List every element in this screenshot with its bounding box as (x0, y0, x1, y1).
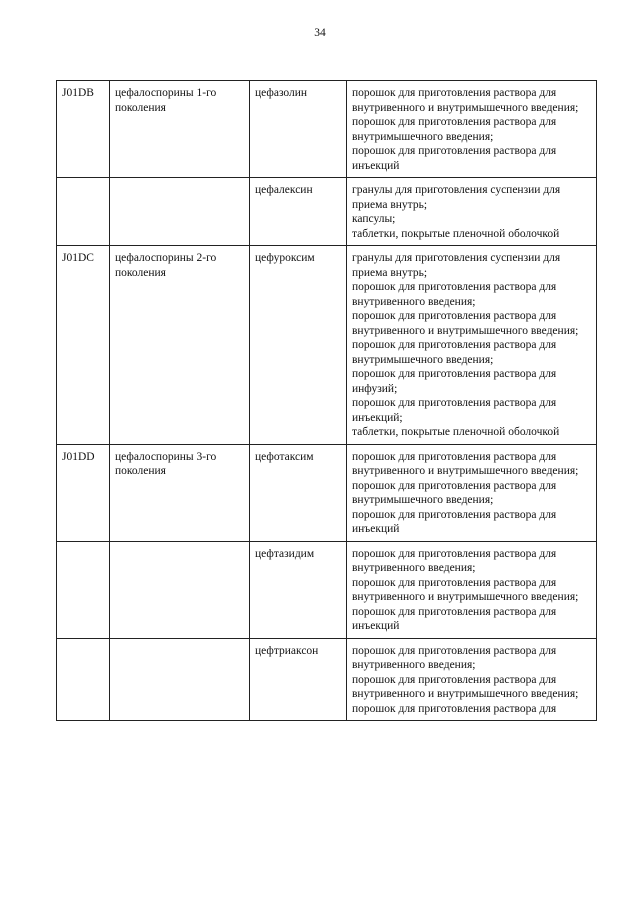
dosage-form-item: порошок для приготовления раствора для внутривенного введения; (352, 281, 557, 308)
table-body (57, 81, 597, 721)
table-row (57, 444, 597, 541)
atc-code-cell: J01DB (57, 81, 110, 178)
table-row (57, 81, 597, 178)
dosage-form-item: порошок для приготовления раствора для внутривенного и внутримышечного введения; (352, 310, 579, 337)
dosage-forms-cell (347, 444, 597, 541)
group-name-cell (110, 178, 250, 246)
page-number: 34 (314, 27, 326, 39)
drug-name-cell: цефтазидим (250, 541, 347, 638)
dosage-form-item: порошок для приготовления раствора для инъекций (352, 605, 557, 632)
dosage-form-item: порошок для приготовления раствора для инъекций (352, 145, 557, 172)
drug-name-cell: цефалексин (250, 178, 347, 246)
dosage-form-item: порошок для приготовления раствора для инфузий; (352, 368, 557, 395)
dosage-form-item: гранулы для приготовления суспензии для приема внутрь; (352, 184, 561, 211)
dosage-form-item: порошок для приготовления раствора для внутривенного и внутримышечного введения; (352, 87, 579, 114)
dosage-form-item: капсулы; (352, 213, 396, 225)
dosage-form-item: порошок для приготовления раствора для внутривенного введения; (352, 644, 557, 671)
drug-table (56, 80, 597, 721)
table-row (57, 246, 597, 445)
group-name-cell: цефалоспорины 3-го поколения (110, 444, 250, 541)
dosage-form-item: таблетки, покрытые пленочной оболочкой (352, 426, 560, 438)
group-name-cell: цефалоспорины 2-го поколения (110, 246, 250, 445)
dosage-form-item: порошок для приготовления раствора для внутривенного введения; (352, 547, 557, 574)
dosage-form-item: порошок для приготовления раствора для инъекций (352, 508, 557, 535)
dosage-form-item: гранулы для приготовления суспензии для приема внутрь; (352, 252, 561, 279)
dosage-form-item: порошок для приготовления раствора для инъекций; (352, 397, 557, 424)
dosage-forms-cell (347, 178, 597, 246)
drug-name-cell: цефуроксим (250, 246, 347, 445)
dosage-form-item: порошок для приготовления раствора для внутривенного и внутримышечного введения; (352, 673, 579, 700)
dosage-form-item: таблетки, покрытые пленочной оболочкой (352, 227, 560, 240)
dosage-form-item: порошок для приготовления раствора для внутривенного и внутримышечного введения; (352, 576, 579, 603)
dosage-forms-cell (347, 246, 597, 445)
atc-code-cell (57, 178, 110, 246)
table-row (57, 638, 597, 721)
dosage-form-item: порошок для приготовления раствора для внутримышечного введения; (352, 339, 557, 366)
atc-code-cell: J01DD (57, 444, 110, 541)
atc-code-cell: J01DC (57, 246, 110, 445)
table-row (57, 541, 597, 638)
group-name-cell (110, 638, 250, 721)
group-name-cell: цефалоспорины 1-го поколения (110, 81, 250, 178)
drug-name-cell: цефтриаксон (250, 638, 347, 721)
dosage-form-item: порошок для приготовления раствора для (352, 702, 557, 715)
drug-name-cell: цефазолин (250, 81, 347, 178)
dosage-form-item: порошок для приготовления раствора для внутримышечного введения; (352, 116, 557, 143)
dosage-form-item: порошок для приготовления раствора для внутривенного и внутримышечного введения; (352, 450, 579, 477)
atc-code-cell (57, 541, 110, 638)
dosage-forms-cell (347, 638, 597, 721)
table-row (57, 178, 597, 246)
dosage-forms-cell (347, 541, 597, 638)
atc-code-cell (57, 638, 110, 721)
dosage-form-item: порошок для приготовления раствора для внутримышечного введения; (352, 479, 557, 506)
dosage-forms-cell (347, 81, 597, 178)
group-name-cell (110, 541, 250, 638)
drug-name-cell: цефотаксим (250, 444, 347, 541)
